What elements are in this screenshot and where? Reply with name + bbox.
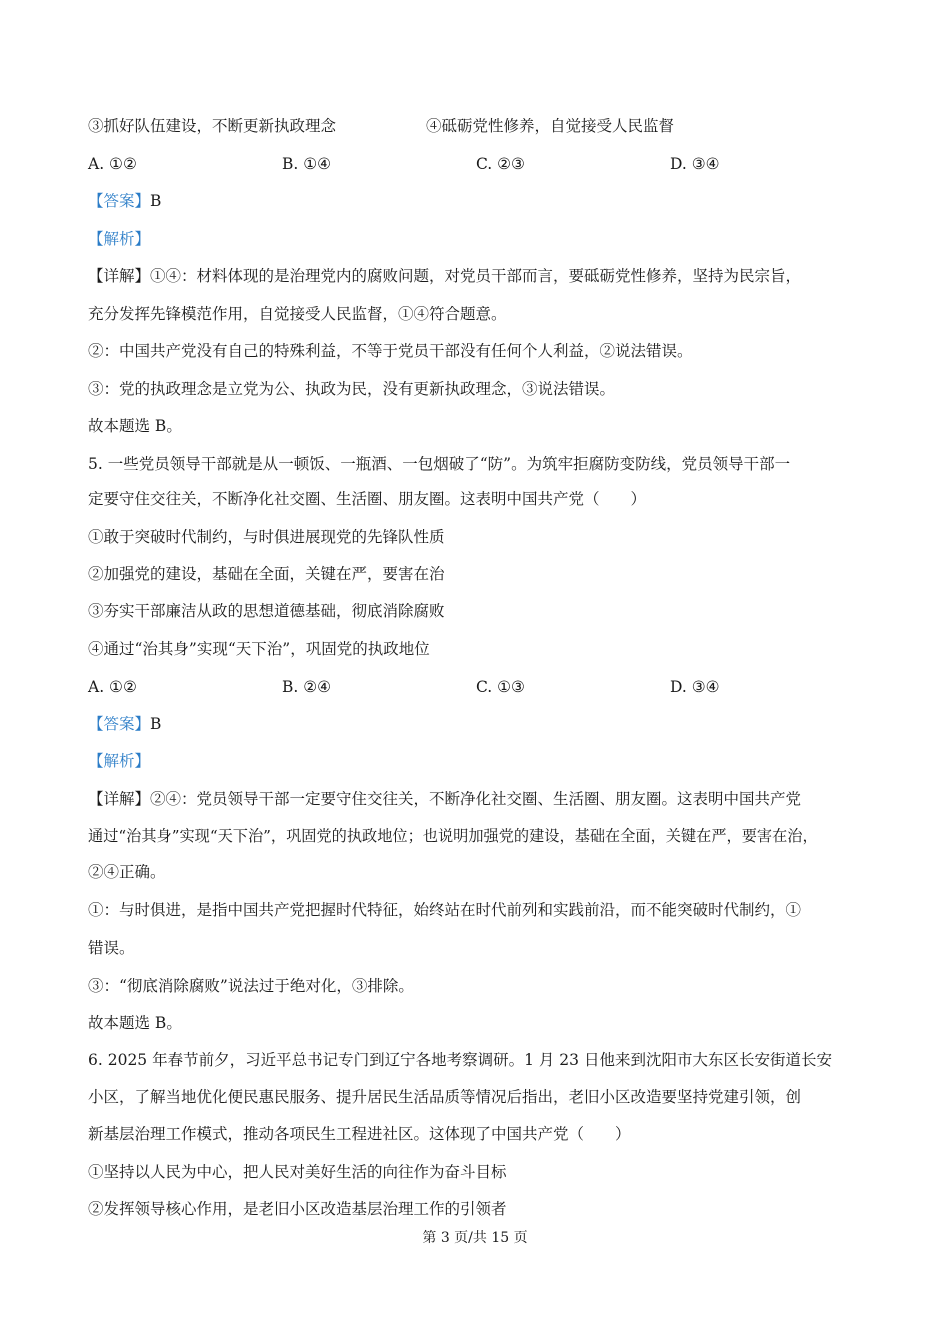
q5-stem-line-2: 定要守住交往关，不断净化社交圈、生活圈、朋友圈。这表明中国共产党（ ） <box>88 490 647 508</box>
answer-value: B <box>150 192 162 210</box>
q5-answer <box>88 714 161 734</box>
q5-option-c: C. ①③ <box>476 678 525 696</box>
q4-analysis-tag: 【解析】 <box>88 230 151 248</box>
q4-option-c: C. ②③ <box>476 155 525 173</box>
q5-detail-line-6: ③：“彻底消除腐败”说法过于绝对化，③排除。 <box>88 977 414 995</box>
q4-option-b: B. ①④ <box>282 155 332 173</box>
q4-detail-line-1 <box>88 266 801 286</box>
q6-stem-line-1: 6. 2025 年春节前夕，习近平总书记专门到辽宁各地考察调研。1 月 23 日他来到沈阳市大东区长安街道长安 <box>88 1051 832 1069</box>
q5-item-4: ④通过“治其身”实现“天下治”，巩固党的执政地位 <box>88 640 430 658</box>
q4-option-d: D. ③④ <box>670 155 720 173</box>
detail-text: ①④：材料体现的是治理党内的腐败问题，对党员干部而言，要砥砺党性修养，坚持为民宗旨， <box>150 267 802 285</box>
q5-option-b: B. ②④ <box>282 678 332 696</box>
answer-value: B <box>150 715 162 733</box>
q5-detail-line-5: 错误。 <box>88 939 135 957</box>
q4-answer <box>88 191 161 211</box>
q5-detail-line-2: 通过“治其身”实现“天下治”，巩固党的执政地位；也说明加强党的建设，基础在全面，关键在严，要害在治， <box>88 827 818 845</box>
q5-stem-line-1: 5. 一些党员领导干部就是从一顿饭、一瓶酒、一包烟破了“防”。为筑牢拒腐防变防线，党员领导干部一 <box>88 455 791 473</box>
answer-tag: 【答案】 <box>88 715 151 733</box>
q5-detail-line-1 <box>88 789 801 809</box>
q4-item-4: ④砥砺党性修养，自觉接受人民监督 <box>426 117 675 135</box>
q5-item-1: ①敢于突破时代制约，与时俱进展现党的先锋队性质 <box>88 528 445 546</box>
q4-detail-line-2: 充分发挥先锋模范作用，自觉接受人民监督，①④符合题意。 <box>88 305 507 323</box>
q4-item-3: ③抓好队伍建设，不断更新执政理念 <box>88 117 337 135</box>
q5-detail-line-4: ①：与时俱进，是指中国共产党把握时代特征，始终站在时代前列和实践前沿，而不能突破时代制约，① <box>88 901 802 919</box>
detail-text: ②④：党员领导干部一定要守住交往关，不断净化社交圈、生活圈、朋友圈。这表明中国共产党 <box>150 790 802 808</box>
q4-detail-line-3: ②：中国共产党没有自己的特殊利益，不等于党员干部没有任何个人利益，②说法错误。 <box>88 342 693 360</box>
answer-tag: 【答案】 <box>88 192 151 210</box>
q5-detail-line-3: ②④正确。 <box>88 863 166 881</box>
q4-detail-line-5: 故本题选 B。 <box>88 417 182 435</box>
q6-stem-line-2: 小区，了解当地优化便民惠民服务、提升居民生活品质等情况后指出，老旧小区改造要坚持党建引领，创 <box>88 1088 802 1106</box>
detail-tag: 【详解】 <box>88 267 151 285</box>
q6-item-2: ②发挥领导核心作用，是老旧小区改造基层治理工作的引领者 <box>88 1200 507 1218</box>
q5-detail-line-7: 故本题选 B。 <box>88 1014 182 1032</box>
q5-item-3: ③夯实干部廉洁从政的思想道德基础，彻底消除腐败 <box>88 602 445 620</box>
q6-item-1: ①坚持以人民为中心，把人民对美好生活的向往作为奋斗目标 <box>88 1163 507 1181</box>
page-number: 第 3 页/共 15 页 <box>422 1230 528 1246</box>
q5-option-a: A. ①② <box>88 678 137 696</box>
q5-item-2: ②加强党的建设，基础在全面，关键在严，要害在治 <box>88 565 445 583</box>
q4-detail-line-4: ③：党的执政理念是立党为公、执政为民，没有更新执政理念，③说法错误。 <box>88 380 616 398</box>
q5-option-d: D. ③④ <box>670 678 720 696</box>
q6-stem-line-3: 新基层治理工作模式，推动各项民生工程进社区。这体现了中国共产党（ ） <box>88 1125 631 1143</box>
detail-tag: 【详解】 <box>88 790 151 808</box>
q5-analysis-tag: 【解析】 <box>88 752 151 770</box>
q4-option-a: A. ①② <box>88 155 137 173</box>
